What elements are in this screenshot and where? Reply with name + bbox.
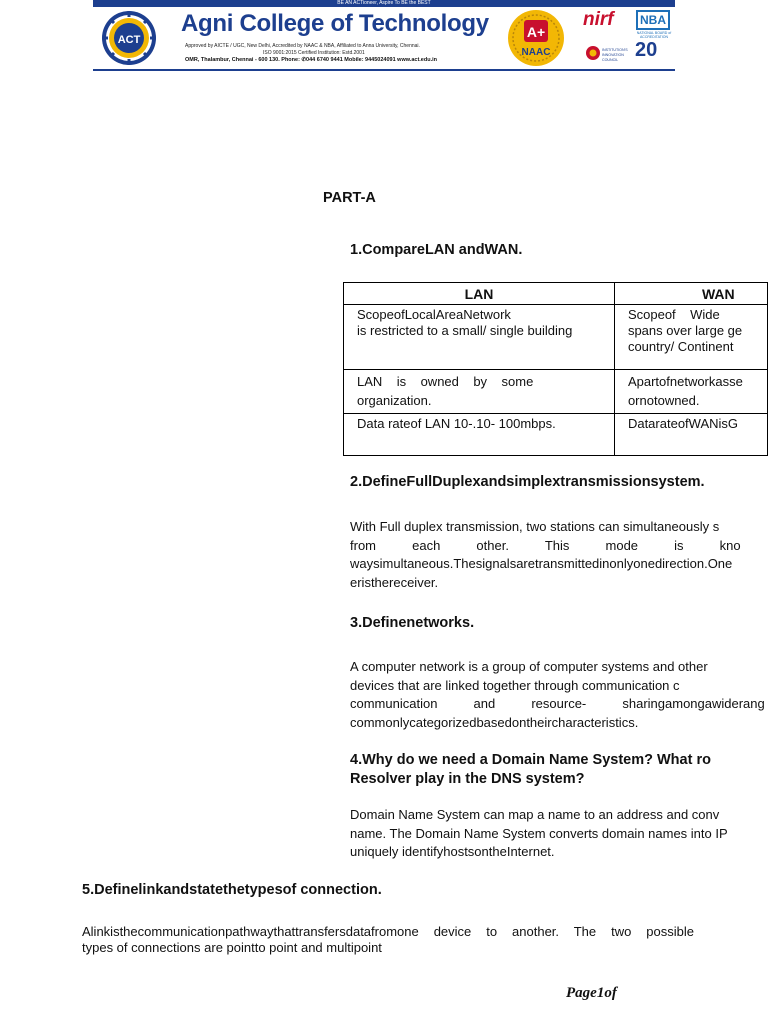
question-5-heading: 5.Definelinkandstatethetypesof connection.: [82, 882, 382, 898]
anniversary-badge: 20: [635, 39, 658, 61]
part-title: PART-A: [323, 190, 376, 206]
naac-badge-icon: [505, 8, 567, 68]
table-cell-line: LAN is owned by some: [357, 374, 534, 389]
college-logo-icon: [99, 9, 159, 67]
college-name: Agni College of Technology: [181, 10, 489, 37]
answer-line: devices that are linked together through communication c: [350, 677, 680, 693]
nba-logo: NBA: [636, 10, 670, 30]
table-cell-line: ornotowned.: [627, 393, 700, 408]
iic-logo-icon: [585, 42, 637, 64]
college-letterhead: [93, 0, 675, 71]
answer-line: A computer network is a group of computer systems and other: [350, 659, 708, 674]
question-4-heading-line: 4.Why do we need a Domain Name System? What ro: [350, 752, 711, 768]
motto-strip: BE AN ACTioneer, Aspire To BE the BEST: [93, 0, 675, 7]
table-cell-line: country/ Continent: [627, 339, 734, 354]
lan-wan-table: [343, 282, 768, 456]
answer-line: from each other. This mode is kno: [350, 537, 741, 553]
answer-5: [82, 924, 694, 956]
answer-line: uniquely identifyhostsontheInternet.: [350, 844, 555, 859]
table-cell-line: spans over large ge: [627, 323, 743, 338]
answer-line: With Full duplex transmission, two stations can simultaneously s: [350, 519, 720, 534]
answer-line: Domain Name System can map a name to an address and conv: [350, 807, 720, 822]
page-number: Page1of: [566, 985, 617, 1001]
answer-line: name. The Domain Name System converts domain names into IP: [350, 825, 728, 841]
svg-text:NAAC: NAAC: [521, 47, 551, 58]
table-cell-line: Data rateof LAN 10-.10- 100mbps.: [357, 416, 556, 431]
answer-4: [350, 806, 728, 862]
table-row: [344, 305, 768, 370]
svg-text:ACT: ACT: [117, 34, 141, 46]
answer-line: commonlycategorizedbasedontheircharacteristics.: [350, 714, 639, 730]
table-header-wan: WAN: [614, 283, 767, 305]
table-header-row: [344, 283, 768, 305]
answer-line: Alinkisthecommunicationpathwaythattransfersdatafromone device to another. The two possible: [82, 924, 694, 939]
table-cell-line: Scopeof Wide: [627, 307, 720, 322]
question-4-heading-line: Resolver play in the DNS system?: [350, 771, 585, 787]
answer-line: waysimultaneous.Thesignalsaretransmittedinonlyonedirection.One: [350, 556, 733, 571]
question-3-heading: 3.Definenetworks.: [350, 615, 475, 631]
table-cell-line: organization.: [357, 393, 432, 408]
question-4-heading: [350, 751, 711, 789]
header-divider: [93, 69, 675, 71]
svg-text:INNOVATION: INNOVATION: [602, 53, 624, 57]
table-cell-line: Apartofnetworkasse: [627, 374, 743, 389]
approval-line: Approved by AICTE / UGC, New Delhi, Accredited by NAAC & NBA, Affiliated to Anna University, Chennai.: [185, 43, 420, 49]
table-row: [344, 370, 768, 414]
nirf-logo: nirf: [583, 9, 614, 30]
answer-line: eristhereceiver.: [350, 574, 439, 590]
table-cell-line: is restricted to a small/ single building: [357, 323, 573, 338]
question-2-heading: 2.DefineFullDuplexandsimplextransmissionsystem.: [350, 474, 705, 490]
nba-subtitle: NATIONAL BOARD of ACCREDITATION: [636, 31, 672, 39]
question-1-heading: 1.CompareLAN andWAN.: [350, 242, 523, 258]
svg-text:INSTITUTION'S: INSTITUTION'S: [602, 48, 628, 52]
answer-line: communication and resource- sharingamongawiderang: [350, 696, 765, 711]
table-cell-line: DatarateofWANisG: [627, 416, 739, 431]
answer-3: [350, 658, 765, 732]
svg-text:COUNCIL: COUNCIL: [602, 58, 619, 62]
answer-2: [350, 518, 741, 592]
table-row: [344, 414, 768, 456]
table-header-lan: LAN: [344, 283, 615, 305]
svg-text:A+: A+: [526, 24, 546, 40]
table-cell-line: ScopeofLocalAreaNetwork: [357, 307, 511, 322]
iso-line: ISO 9001:2015 Certified Institution: Estd.2001: [263, 50, 365, 56]
answer-line: types of connections are pointto point and multipoint: [82, 940, 382, 955]
address-line: OMR, Thalambur, Chennai - 600 130. Phone: ✆044 6740 9441 Mobile: 9445024091 www.act.edu.in: [185, 57, 438, 63]
